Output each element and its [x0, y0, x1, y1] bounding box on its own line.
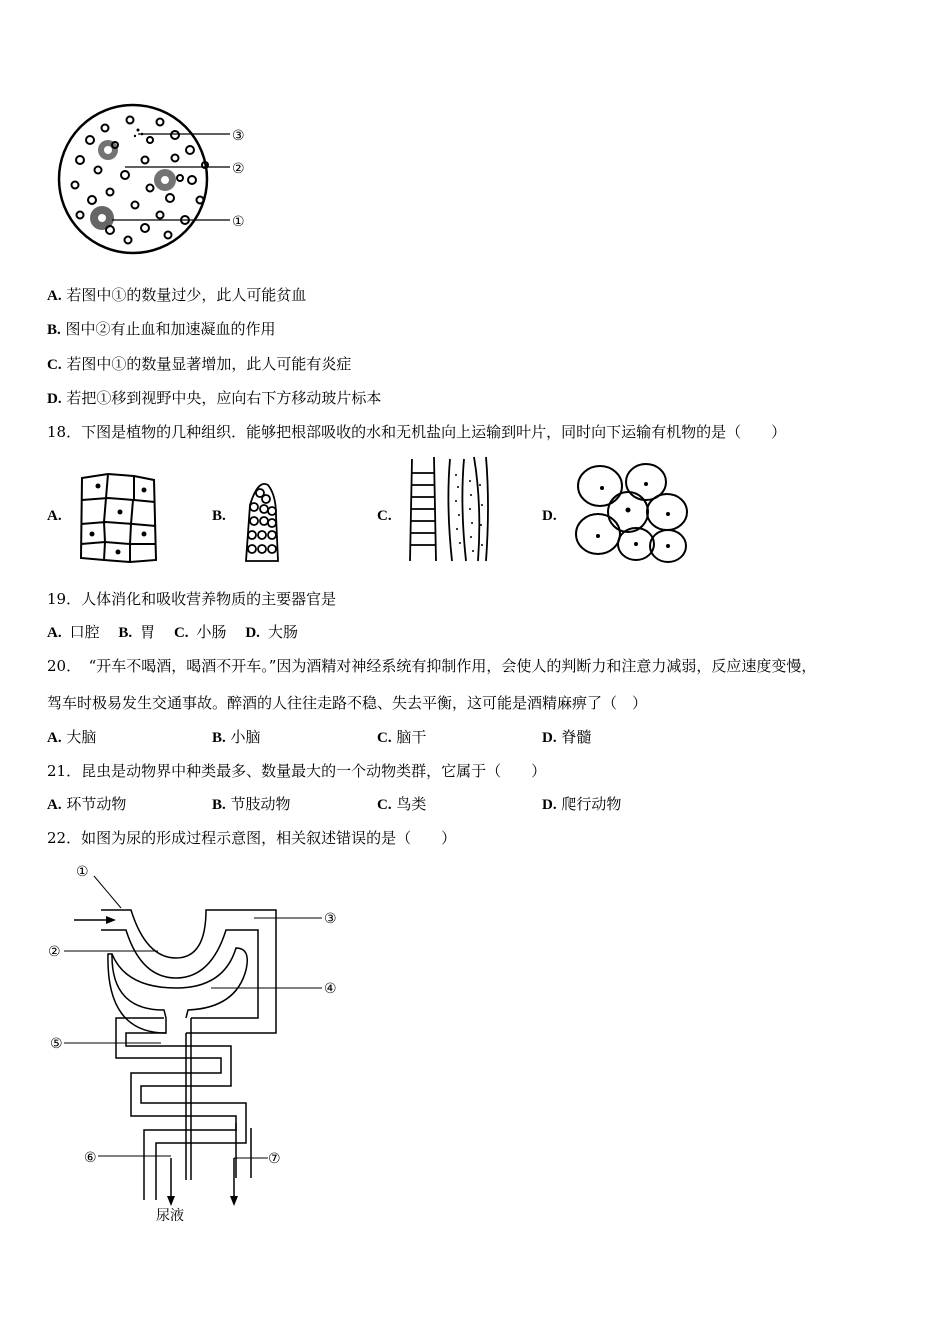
q18-option-d-letter: D.	[542, 508, 557, 524]
q17-option-c-letter: C.	[47, 357, 62, 373]
q20-option-a-text: 大脑	[66, 728, 97, 746]
q19-option-c-text: 小肠	[196, 623, 227, 641]
q21-option-a-text: 环节动物	[66, 795, 127, 813]
q19-option-d-text: 大肠	[267, 623, 298, 641]
q20-option-c-text: 脑干	[396, 728, 427, 746]
q20-stem-line2: 驾车时极易发生交通事故。醉酒的人往往走路不稳、失去平衡，这可能是酒精麻痹了（ ）	[47, 694, 648, 712]
q21-option-c	[377, 794, 426, 815]
urine-label-6: ⑥	[84, 1150, 97, 1166]
blood-label-1: ①	[232, 214, 245, 230]
blood-smear-figure	[50, 100, 260, 265]
blood-label-2: ②	[232, 161, 245, 177]
urine-label-7: ⑦	[268, 1151, 281, 1167]
q17-option-d	[47, 388, 381, 409]
q19-option-b-letter: B.	[118, 625, 133, 641]
q17-option-b-letter: B.	[47, 322, 61, 338]
tissue-d-figure	[572, 462, 690, 564]
q19-option-d-letter: D.	[245, 625, 260, 641]
blood-label-3: ③	[232, 128, 245, 144]
q19-option-c-letter: C.	[173, 625, 189, 641]
urine-formation-figure	[46, 858, 346, 1228]
urine-label-4: ④	[324, 981, 337, 997]
q22-stem: 22．如图为尿的形成过程示意图，相关叙述错误的是（ ）	[47, 829, 457, 847]
tissue-a-figure	[78, 472, 160, 564]
q20-option-d-text: 脊髓	[561, 728, 592, 746]
q17-option-c-text: 若图中①的数量显著增加，此人可能有炎症	[66, 355, 352, 373]
q20-option-b-text: 小脑	[230, 728, 261, 746]
q20-option-b	[212, 727, 261, 748]
q19-option-a-text: 口腔	[69, 623, 100, 641]
q17-option-a	[47, 285, 306, 306]
q20-option-d-letter: D.	[542, 730, 557, 746]
q21-option-c-text: 鸟类	[396, 795, 427, 813]
q20-option-b-letter: B.	[212, 730, 226, 746]
q20-option-a	[47, 727, 96, 748]
q20-option-a-letter: A.	[47, 730, 62, 746]
tissue-c-figure	[404, 455, 490, 565]
q17-option-a-letter: A.	[47, 288, 62, 304]
q21-option-d-text: 爬行动物	[561, 795, 622, 813]
q21-option-d	[542, 794, 621, 815]
q20-option-d	[542, 727, 591, 748]
q18-option-a-letter: A.	[47, 508, 62, 524]
urine-label-3: ③	[324, 911, 337, 927]
urine-label-1: ①	[76, 864, 89, 880]
q19-option-a-letter: A.	[47, 625, 62, 641]
tissue-b-figure	[238, 475, 284, 565]
q21-option-a-letter: A.	[47, 797, 62, 813]
q21-option-c-letter: C.	[377, 797, 392, 813]
q17-option-d-text: 若把①移到视野中央，应向右下方移动玻片标本	[66, 389, 382, 407]
q21-option-b-text: 节肢动物	[230, 795, 291, 813]
urine-label-5: ⑤	[50, 1036, 63, 1052]
q21-option-b	[212, 794, 291, 815]
q18-stem: 18．下图是植物的几种组织．能够把根部吸收的水和无机盐向上运输到叶片，同时向下运输有机物的是（ ）	[47, 423, 787, 441]
urine-output-label: 尿液	[156, 1208, 184, 1224]
urine-label-2: ②	[48, 944, 61, 960]
q19-stem: 19．人体消化和吸收营养物质的主要器官是	[47, 590, 337, 608]
q17-option-a-text: 若图中①的数量过少，此人可能贫血	[66, 286, 307, 304]
q20-stem-line1: 20． “开车不喝酒，喝酒不开车。”因为酒精对神经系统有抑制作用，会使人的判断力和注意力减弱，反应速度变慢，	[47, 657, 817, 675]
q18-option-c-letter: C.	[377, 508, 392, 524]
q17-option-b	[47, 319, 276, 340]
q21-option-d-letter: D.	[542, 797, 557, 813]
q19-options	[47, 622, 298, 643]
q17-option-d-letter: D.	[47, 391, 62, 407]
q17-option-c	[47, 354, 351, 375]
q18-option-b-letter: B.	[212, 508, 226, 524]
q19-option-b-text: 胃	[140, 623, 156, 641]
q17-option-b-text: 图中②有止血和加速凝血的作用	[65, 320, 276, 338]
q20-option-c	[377, 727, 426, 748]
q21-stem: 21．昆虫是动物界中种类最多、数量最大的一个动物类群，它属于（ ）	[47, 762, 547, 780]
q21-option-a	[47, 794, 126, 815]
q20-option-c-letter: C.	[377, 730, 392, 746]
q21-option-b-letter: B.	[212, 797, 226, 813]
